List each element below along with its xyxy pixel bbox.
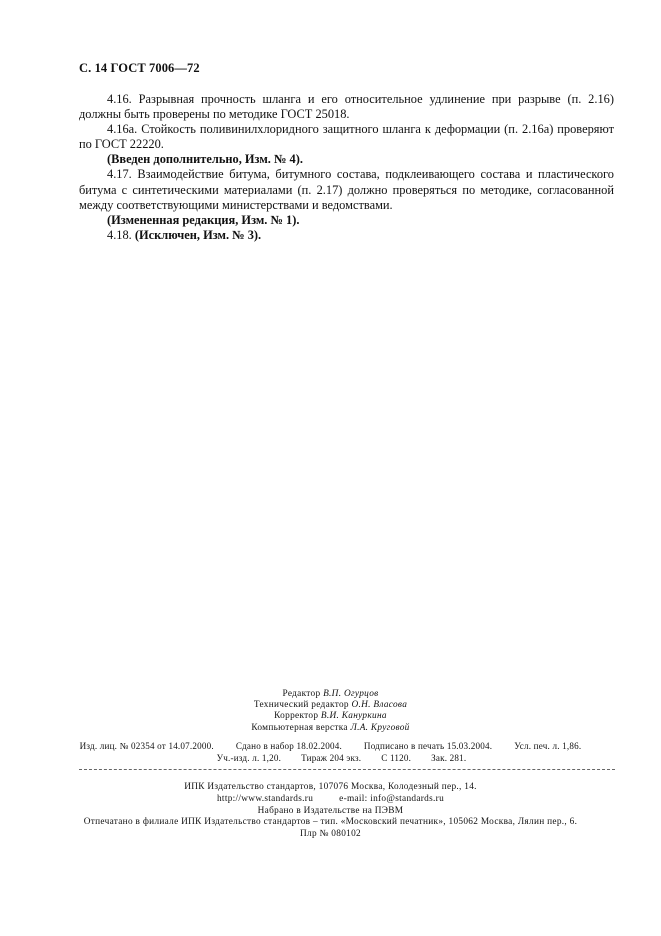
page-header: С. 14 ГОСТ 7006—72 [79,61,200,75]
page-count: С 1120. [381,753,412,764]
layout-label: Компьютерная верстка [251,722,348,733]
tech-editor-label: Технический редактор [253,700,349,711]
plr-number: Плр № 080102 [299,829,361,840]
paragraph-4-16a: 4.16а. Стойкость поливинилхлоридного защитного шланга к деформации (п. 2.16а) проверяют по ГОСТ 22220. [79,122,614,152]
typeset-date: Сдано в набор 18.02.2004. [235,741,342,751]
paragraph-4-16: 4.16. Разрывная прочность шланга и его относительное удлинение при разрыве (п. 2.16) должны быть проверены по методике ГОСТ 25018. [79,92,614,122]
publisher-email[interactable]: e-mail: info@standards.ru [339,793,445,804]
corrector-row [0,711,661,722]
signed-date: Подписано в печать 15.03.2004. [363,741,493,751]
document-body [79,92,614,243]
corrector-name: В.И. Кануркина [320,711,387,722]
layout-name: Л.А. Круговой [350,722,410,733]
publisher-block [0,782,661,841]
editor-label: Редактор [282,689,321,699]
imprint-block [0,740,661,764]
editor-name: В.П. Огурцов [323,689,379,699]
editor-row [0,689,661,700]
paragraph-4-17: 4.17. Взаимодействие битума, битумного состава, подклеивающего состава и пластического битума с синтетическими материалами (п. 2.17) должно проверяться по методике, согласованной между соответствующими министерствами и ведомствами. [79,167,614,212]
print-run: Тираж 204 экз. [301,753,362,764]
paragraph-number: 4.18. [107,227,132,242]
publishing-sheets: Уч.-изд. л. 1,20. [216,753,282,764]
tech-editor-name: О.Н. Власова [351,700,408,711]
license-info: Изд. лиц. № 02354 от 14.07.2000. [79,741,214,751]
separator-rule [79,769,615,770]
amendment-note-1: (Измененная редакция, Изм. № 1). [107,212,300,227]
imprint-line-2 [0,752,661,764]
printing-house: Отпечатано в филиале ИПК Издательство стандартов – тип. «Московский печатник», 105062 Москва, Лялин пер., 6. [83,817,578,828]
typeset-note: Набрано в Издательстве на ПЭВМ [257,805,404,816]
publisher-address: ИПК Издательство стандартов, 107076 Москва, Колодезный пер., 14. [184,782,477,792]
print-sheets: Усл. печ. л. 1,86. [514,741,582,751]
paragraph-4-18 [79,228,614,243]
exclusion-note: (Исключен, Изм. № 3). [134,227,262,242]
corrector-label: Корректор [274,711,319,722]
tech-editor-row [0,700,661,711]
order-number: Зак. 281. [431,753,467,764]
credits-block [0,689,661,734]
imprint-line-1 [0,740,661,752]
publisher-website[interactable]: http://www.standards.ru [216,793,314,804]
amendment-note-4: (Введен дополнительно, Изм. № 4). [107,152,303,167]
layout-row [0,723,661,734]
publisher-web-row [0,794,661,806]
